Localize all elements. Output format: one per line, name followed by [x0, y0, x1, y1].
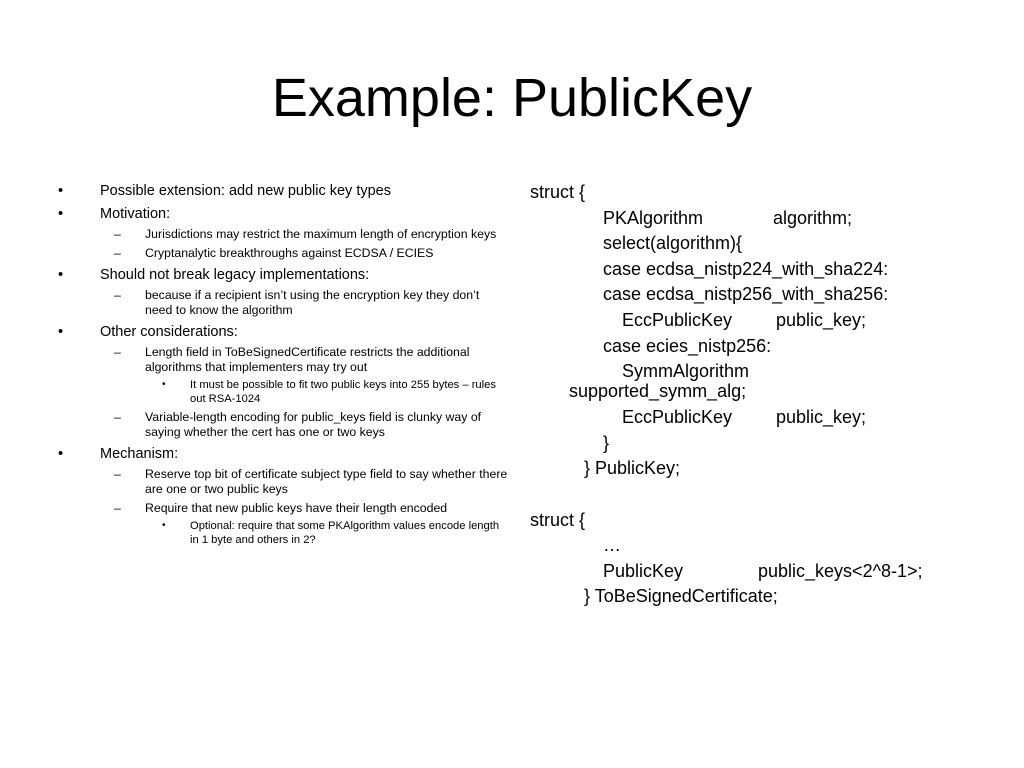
code-block: [530, 180, 1010, 610]
sub-bullet-item: [100, 345, 508, 406]
bullet-marker: •: [162, 379, 166, 390]
dash-marker: –: [114, 345, 121, 359]
code-line: [530, 405, 1010, 431]
code-text: select(algorithm){: [603, 233, 743, 254]
bullet-text: Mechanism:: [100, 446, 179, 462]
dash-marker: –: [114, 501, 121, 515]
code-line: [530, 206, 1010, 232]
sub-sub-bullet-text: It must be possible to fit two public keys into 255 bytes – rules out RSA-1024: [190, 379, 496, 405]
code-line: [530, 584, 1010, 610]
code-line: [530, 334, 1010, 360]
code-line: [530, 431, 1010, 457]
code-field: public_key;: [776, 309, 867, 330]
dash-marker: –: [114, 410, 121, 424]
sub-sub-bullet-list: [145, 519, 508, 547]
sub-sub-bullet-item: [145, 519, 508, 547]
bullet-text: Possible extension: add new public key types: [100, 183, 391, 199]
sub-bullet-list: [100, 467, 508, 547]
sub-bullet-text: Reserve top bit of certificate subject type field to say whether there are one or two public keys: [145, 467, 508, 496]
sub-bullet-list: [100, 227, 508, 261]
code-line: [530, 559, 1010, 585]
code-line: [530, 231, 1010, 257]
sub-bullet-item: [100, 410, 508, 440]
sub-bullet-text: Jurisdictions may restrict the maximum length of encryption keys: [145, 227, 497, 241]
code-type: PKAlgorithm: [603, 207, 704, 228]
bullet-marker: •: [58, 183, 64, 199]
code-field: public_keys<2^8-1>;: [758, 560, 923, 581]
sub-sub-bullet-text: Optional: require that some PKAlgorithm values encode length in 1 byte and others in 2?: [190, 520, 500, 546]
code-spacer: [530, 482, 1010, 508]
sub-bullet-text: Require that new public keys have their length encoded: [145, 501, 448, 515]
sub-bullet-item: [100, 467, 508, 497]
code-text: case ecdsa_nistp224_with_sha224:: [603, 258, 889, 279]
code-type: EccPublicKey: [622, 309, 733, 330]
code-text: …: [603, 535, 621, 556]
bullet-item: [58, 182, 508, 200]
bullet-text: Motivation:: [100, 206, 171, 222]
sub-bullet-list: [100, 345, 508, 440]
code-line: [530, 180, 1010, 206]
code-line: [530, 379, 1010, 405]
code-line: [530, 508, 1010, 534]
code-type: PublicKey: [603, 560, 684, 581]
sub-bullet-item: [100, 501, 508, 547]
code-text: } PublicKey;: [584, 458, 681, 479]
dash-marker: –: [114, 227, 121, 241]
sub-bullet-text: Variable-length encoding for public_keys field is clunky way of saying whether the cert has one or two keys: [145, 410, 482, 439]
code-type: EccPublicKey: [622, 406, 733, 427]
bullet-item: [58, 445, 508, 547]
code-field: supported_symm_alg;: [569, 381, 747, 402]
sub-bullet-text: Length field in ToBeSignedCertificate restricts the additional algorithms that implementers may try out: [145, 345, 470, 374]
code-text: struct {: [530, 509, 586, 530]
dash-marker: –: [114, 288, 121, 302]
bullet-item: [58, 266, 508, 318]
code-line: [530, 308, 1010, 334]
bullet-item: [58, 323, 508, 440]
sub-bullet-item: [100, 246, 508, 261]
sub-bullet-text: because if a recipient isn’t using the encryption key they don’t need to know the algorithm: [145, 288, 480, 317]
code-field: algorithm;: [773, 207, 853, 228]
code-line: [530, 533, 1010, 559]
code-text: case ecies_nistp256:: [603, 335, 772, 356]
sub-sub-bullet-item: [145, 378, 508, 406]
code-text: case ecdsa_nistp256_with_sha256:: [603, 284, 889, 305]
sub-bullet-item: [100, 227, 508, 242]
sub-bullet-item: [100, 288, 508, 318]
bullet-marker: •: [58, 324, 64, 340]
sub-bullet-list: [100, 288, 508, 318]
bullet-text: Other considerations:: [100, 324, 238, 340]
code-text: }: [603, 432, 610, 453]
bullet-text: Should not break legacy implementations:: [100, 267, 370, 283]
code-text: struct {: [530, 182, 586, 202]
code-field: public_key;: [776, 406, 867, 427]
dash-marker: –: [114, 467, 121, 481]
slide-title: Example: PublicKey: [271, 68, 753, 128]
code-line: [530, 257, 1010, 283]
bullet-list: [58, 182, 508, 547]
sub-sub-bullet-list: [145, 378, 508, 406]
bullet-marker: •: [162, 520, 166, 531]
bullet-marker: •: [58, 206, 64, 222]
code-line: [530, 456, 1010, 482]
bullet-marker: •: [58, 446, 64, 462]
code-text: } ToBeSignedCertificate;: [584, 586, 778, 607]
code-type: SymmAlgorithm: [622, 361, 750, 382]
code-line: [530, 282, 1010, 308]
sub-bullet-text: Cryptanalytic breakthroughs against ECDSA / ECIES: [145, 246, 434, 260]
bullet-marker: •: [58, 267, 64, 283]
bullet-item: [58, 205, 508, 261]
code-line: [530, 359, 1010, 382]
dash-marker: –: [114, 246, 121, 260]
